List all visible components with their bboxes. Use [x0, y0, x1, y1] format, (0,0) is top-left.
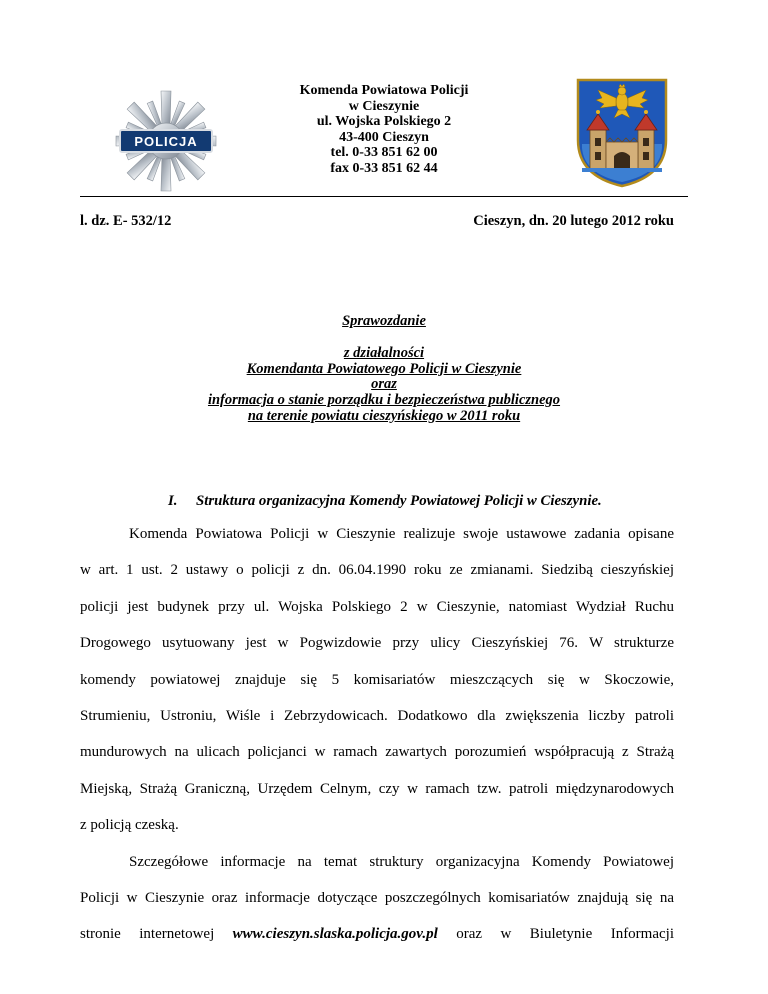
section-title: Struktura organizacyjna Komendy Powiatowej Policji w Cieszynie. [196, 493, 602, 509]
paragraph-1-line-6: Strumieniu, Ustroniu, Wiśle i Zebrzydowicach. Dodatkowo dla zwiększenia liczby patroli [80, 707, 674, 724]
police-star-logo [108, 85, 224, 201]
paragraph-1-line-5: komendy powiatowej znajduje się 5 komisariatów mieszczących się w Skoczowie, [80, 671, 674, 688]
title-line-5: na terenie powiatu cieszyńskiego w 2011 roku [247, 407, 521, 424]
paragraph-1-line-7: mundurowych na ulicach policjanci w ramach zawartych porozumień współpracują z Strażą [80, 744, 674, 761]
website-link[interactable]: www.cieszyn.slaska.policja.gov.pl [232, 926, 438, 943]
reference-number: l. dz. E- 532/12 [80, 213, 172, 229]
body-text [80, 516, 674, 953]
office-address [248, 83, 520, 177]
paragraph-1-line-3: policji jest budynek przy ul. Wojska Polskiego 2 w Cieszynie, natomiast Wydział Ruchu [80, 598, 674, 615]
website-prefix: stronie internetowej [80, 926, 215, 943]
paragraph-1-line-8: Miejską, Strażą Graniczną, Urzędem Celnym, czy w ramach tzw. patroli międzynarodowych [80, 780, 674, 797]
website-suffix: oraz w Biuletynie Informacji [456, 926, 674, 943]
paragraph-1-line-9: z policją czeską. [80, 817, 179, 834]
section-number: I. [168, 493, 178, 509]
paragraph-1-line-2: w art. 1 ust. 2 ustawy o policji z dn. 06.04.1990 roku ze zmianami. Siedzibą cieszyńskiej [80, 562, 674, 579]
paragraph-1-line-4: Drogowego usytuowany jest w Pogwizdowie przy ulicy Cieszyńskiej 76. W strukturze [80, 635, 674, 652]
title-line-3: oraz [371, 376, 397, 393]
place-and-date: Cieszyn, dn. 20 lutego 2012 roku [473, 213, 674, 229]
report-title-block [80, 314, 688, 425]
office-fax: fax 0-33 851 62 44 [330, 160, 438, 176]
office-phone: tel. 0-33 851 62 00 [330, 145, 438, 161]
office-street: ul. Wojska Polskiego 2 [316, 114, 452, 130]
police-logo-label: POLICJA [134, 134, 198, 149]
cieszyn-coat-of-arms [574, 78, 670, 188]
title-line-2: Komendanta Powiatowego Policji w Cieszynie [246, 360, 522, 377]
office-city: w Cieszynie [348, 98, 420, 114]
office-name: Komenda Powiatowa Policji [299, 83, 469, 98]
title-line-4: informacja o stanie porządku i bezpieczeństwa publicznego [207, 392, 561, 409]
title-line-1: z działalności [343, 344, 425, 361]
report-title: Sprawozdanie [342, 313, 426, 329]
paragraph-2-line-3 [80, 916, 674, 952]
paragraph-2-line-2: Policji w Cieszynie oraz informacje dotyczące poszczególnych komisariatów znajdują się na [80, 889, 674, 906]
section-heading [168, 493, 602, 510]
header-divider [80, 196, 688, 197]
paragraph-2-line-1: Szczegółowe informacje na temat struktury organizacyjna Komendy Powiatowej [129, 853, 674, 870]
office-postcode: 43-400 Cieszyn [339, 129, 429, 145]
paragraph-1-line-1: Komenda Powiatowa Policji w Cieszynie realizuje swoje ustawowe zadania opisane [129, 526, 674, 542]
